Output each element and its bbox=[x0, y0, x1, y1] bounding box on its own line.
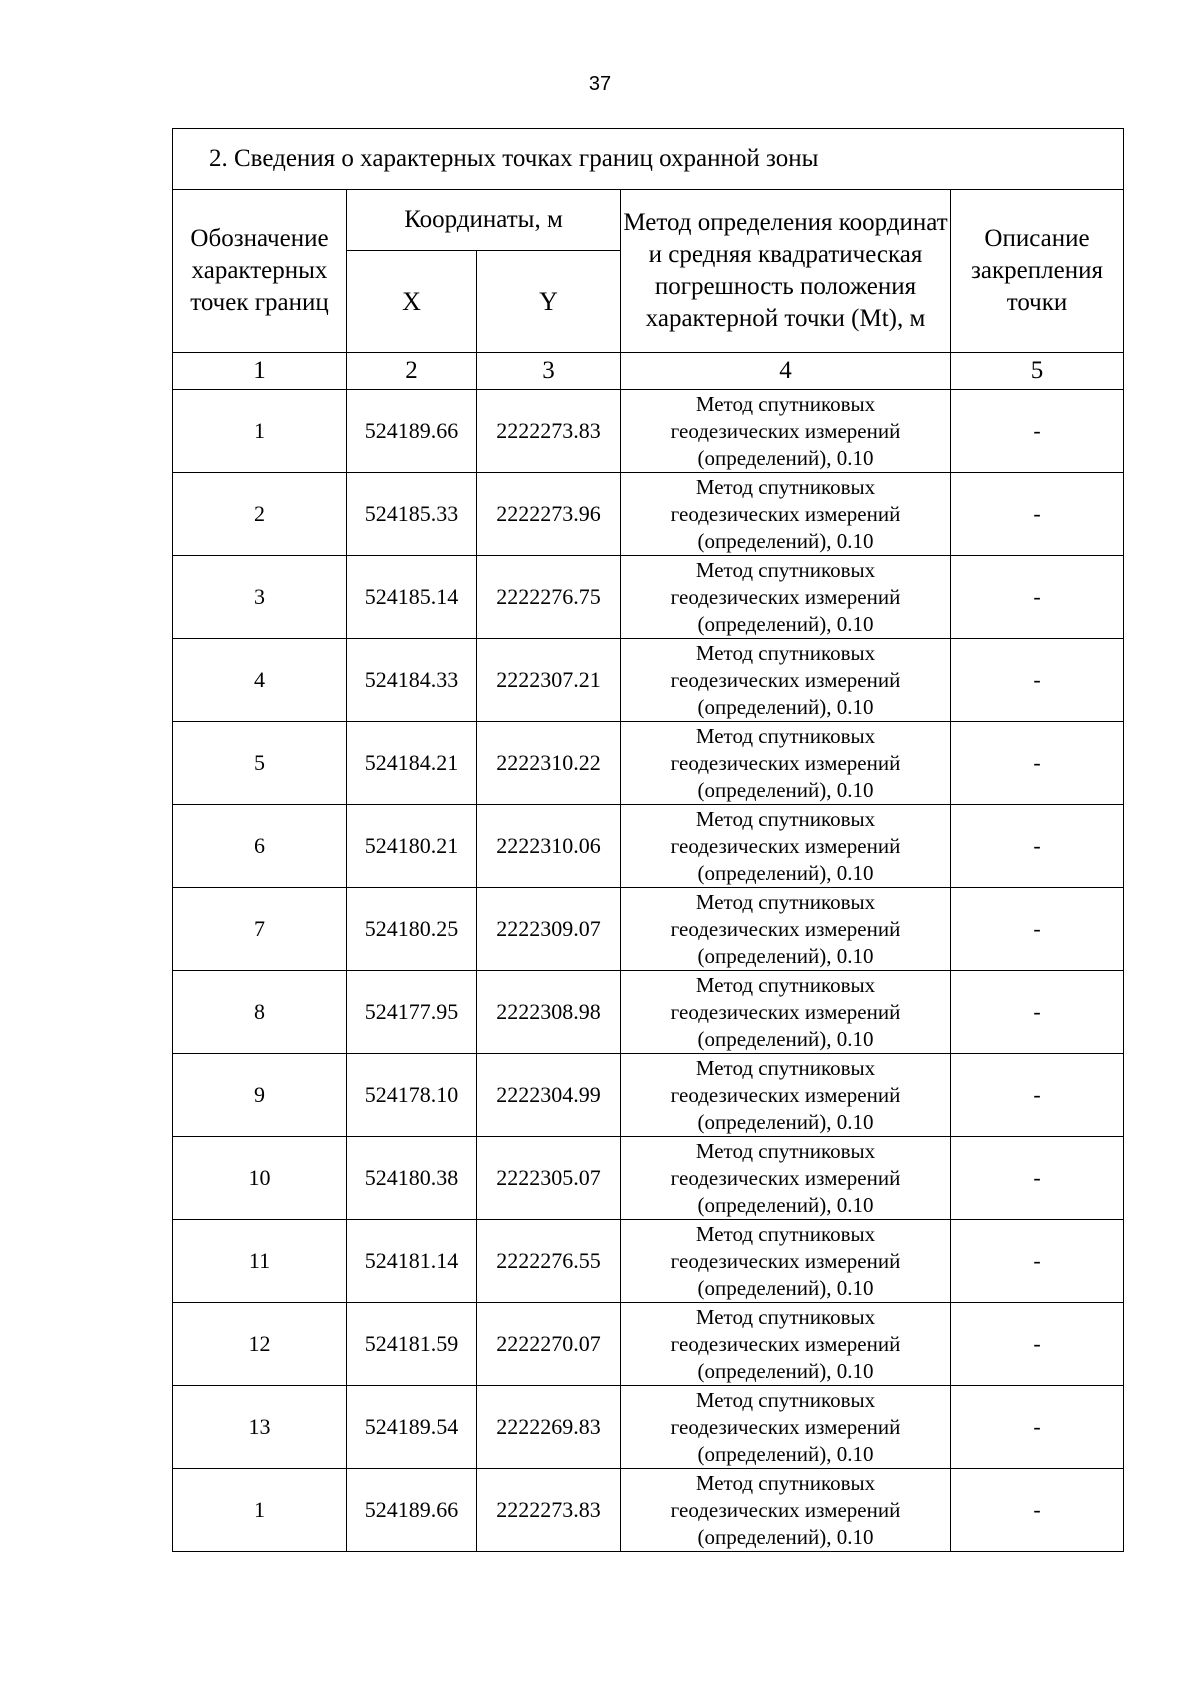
method-line: Метод спутниковых bbox=[695, 391, 876, 416]
table-row bbox=[173, 1220, 1124, 1303]
point-cell: 13 bbox=[173, 1386, 347, 1469]
table-row bbox=[173, 888, 1124, 971]
header-x: X bbox=[347, 251, 477, 353]
x-coordinate-cell: 524180.25 bbox=[347, 888, 477, 971]
method-cell bbox=[621, 1469, 951, 1552]
fixing-description-cell: - bbox=[951, 390, 1124, 473]
x-coordinate-cell: 524180.38 bbox=[347, 1137, 477, 1220]
method-line: геодезических измерений bbox=[670, 501, 901, 526]
header-row-top bbox=[173, 190, 1124, 251]
method-line: (определений), 0.10 bbox=[697, 860, 874, 885]
method-cell bbox=[621, 473, 951, 556]
column-number-row bbox=[173, 353, 1124, 390]
method-line: (определений), 0.10 bbox=[697, 1109, 874, 1134]
y-coordinate-cell: 2222308.98 bbox=[477, 971, 621, 1054]
method-line: Метод спутниковых bbox=[695, 1304, 876, 1329]
method-cell bbox=[621, 805, 951, 888]
y-coordinate-cell: 2222276.75 bbox=[477, 556, 621, 639]
y-coordinate-cell: 2222309.07 bbox=[477, 888, 621, 971]
fixing-description-cell: - bbox=[951, 473, 1124, 556]
table-row bbox=[173, 556, 1124, 639]
point-cell: 3 bbox=[173, 556, 347, 639]
point-cell: 9 bbox=[173, 1054, 347, 1137]
x-coordinate-cell: 524189.54 bbox=[347, 1386, 477, 1469]
y-coordinate-cell: 2222310.06 bbox=[477, 805, 621, 888]
method-line: (определений), 0.10 bbox=[697, 943, 874, 968]
method-cell bbox=[621, 888, 951, 971]
column-number: 3 bbox=[477, 353, 621, 390]
method-line: геодезических измерений bbox=[670, 1497, 901, 1522]
fixing-description-cell: - bbox=[951, 1220, 1124, 1303]
fixing-description-cell: - bbox=[951, 639, 1124, 722]
page-number: 37 bbox=[588, 73, 612, 95]
point-cell: 8 bbox=[173, 971, 347, 1054]
table-row bbox=[173, 1054, 1124, 1137]
fixing-description-cell: - bbox=[951, 556, 1124, 639]
method-line: Метод спутниковых bbox=[695, 557, 876, 582]
method-line: геодезических измерений bbox=[670, 1165, 901, 1190]
table-body bbox=[173, 390, 1124, 1552]
method-cell bbox=[621, 1137, 951, 1220]
x-coordinate-cell: 524185.14 bbox=[347, 556, 477, 639]
method-line: геодезических измерений bbox=[670, 833, 901, 858]
column-number: 4 bbox=[621, 353, 951, 390]
table-row bbox=[173, 1137, 1124, 1220]
y-coordinate-cell: 2222270.07 bbox=[477, 1303, 621, 1386]
method-line: Метод спутниковых bbox=[695, 1470, 876, 1495]
point-cell: 7 bbox=[173, 888, 347, 971]
method-line: геодезических измерений bbox=[670, 999, 901, 1024]
x-coordinate-cell: 524177.95 bbox=[347, 971, 477, 1054]
fixing-description-cell: - bbox=[951, 722, 1124, 805]
column-number: 2 bbox=[347, 353, 477, 390]
header-fixing-description: Описание закрепления точки bbox=[951, 190, 1124, 353]
header-method: Метод определения координат и средняя квадратическая погрешность положения характерной точки (Mt), м bbox=[621, 190, 951, 353]
header-coordinates-group: Координаты, м bbox=[347, 190, 621, 251]
method-line: (определений), 0.10 bbox=[697, 694, 874, 719]
method-line: Метод спутниковых bbox=[695, 640, 876, 665]
y-coordinate-cell: 2222310.22 bbox=[477, 722, 621, 805]
method-line: (определений), 0.10 bbox=[697, 528, 874, 553]
y-coordinate-cell: 2222276.55 bbox=[477, 1220, 621, 1303]
y-coordinate-cell: 2222307.21 bbox=[477, 639, 621, 722]
method-line: (определений), 0.10 bbox=[697, 777, 874, 802]
method-line: (определений), 0.10 bbox=[697, 611, 874, 636]
method-line: Метод спутниковых bbox=[695, 972, 876, 997]
method-cell bbox=[621, 1220, 951, 1303]
method-line: (определений), 0.10 bbox=[697, 1524, 874, 1549]
method-cell bbox=[621, 971, 951, 1054]
fixing-description-cell: - bbox=[951, 805, 1124, 888]
method-line: (определений), 0.10 bbox=[697, 1275, 874, 1300]
method-line: Метод спутниковых bbox=[695, 723, 876, 748]
method-line: Метод спутниковых bbox=[695, 889, 876, 914]
fixing-description-cell: - bbox=[951, 1054, 1124, 1137]
x-coordinate-cell: 524189.66 bbox=[347, 390, 477, 473]
method-line: (определений), 0.10 bbox=[697, 445, 874, 470]
y-coordinate-cell: 2222273.83 bbox=[477, 390, 621, 473]
fixing-description-cell: - bbox=[951, 888, 1124, 971]
point-cell: 4 bbox=[173, 639, 347, 722]
column-number: 5 bbox=[951, 353, 1124, 390]
boundary-points-table bbox=[172, 128, 1124, 1552]
x-coordinate-cell: 524180.21 bbox=[347, 805, 477, 888]
table-row bbox=[173, 805, 1124, 888]
method-line: (определений), 0.10 bbox=[697, 1026, 874, 1051]
method-line: Метод спутниковых bbox=[695, 806, 876, 831]
method-line: геодезических измерений bbox=[670, 1248, 901, 1273]
point-cell: 2 bbox=[173, 473, 347, 556]
fixing-description-cell: - bbox=[951, 1386, 1124, 1469]
method-cell bbox=[621, 556, 951, 639]
method-line: Метод спутниковых bbox=[695, 1055, 876, 1080]
method-line: (определений), 0.10 bbox=[697, 1358, 874, 1383]
table-title-row bbox=[173, 129, 1124, 190]
fixing-description-cell: - bbox=[951, 1303, 1124, 1386]
point-cell: 5 bbox=[173, 722, 347, 805]
fixing-description-cell: - bbox=[951, 1137, 1124, 1220]
table-row bbox=[173, 971, 1124, 1054]
method-cell bbox=[621, 722, 951, 805]
table-header bbox=[173, 129, 1124, 390]
method-line: Метод спутниковых bbox=[695, 1387, 876, 1412]
method-line: геодезических измерений bbox=[670, 1414, 901, 1439]
method-cell bbox=[621, 1303, 951, 1386]
table-row bbox=[173, 639, 1124, 722]
table-row bbox=[173, 1303, 1124, 1386]
fixing-description-cell: - bbox=[951, 971, 1124, 1054]
method-line: геодезических измерений bbox=[670, 667, 901, 692]
method-line: (определений), 0.10 bbox=[697, 1192, 874, 1217]
method-line: (определений), 0.10 bbox=[697, 1441, 874, 1466]
table-title: 2. Сведения о характерных точках границ охранной зоны bbox=[173, 129, 1124, 190]
y-coordinate-cell: 2222273.96 bbox=[477, 473, 621, 556]
x-coordinate-cell: 524181.59 bbox=[347, 1303, 477, 1386]
x-coordinate-cell: 524189.66 bbox=[347, 1469, 477, 1552]
y-coordinate-cell: 2222304.99 bbox=[477, 1054, 621, 1137]
x-coordinate-cell: 524184.33 bbox=[347, 639, 477, 722]
point-cell: 1 bbox=[173, 1469, 347, 1552]
method-line: геодезических измерений bbox=[670, 750, 901, 775]
y-coordinate-cell: 2222305.07 bbox=[477, 1137, 621, 1220]
point-cell: 1 bbox=[173, 390, 347, 473]
table-row bbox=[173, 722, 1124, 805]
table-row bbox=[173, 473, 1124, 556]
header-point-designation: Обозначение характерных точек границ bbox=[173, 190, 347, 353]
method-line: Метод спутниковых bbox=[695, 1138, 876, 1163]
x-coordinate-cell: 524181.14 bbox=[347, 1220, 477, 1303]
method-line: геодезических измерений bbox=[670, 1331, 901, 1356]
table-row bbox=[173, 390, 1124, 473]
x-coordinate-cell: 524184.21 bbox=[347, 722, 477, 805]
method-line: геодезических измерений bbox=[670, 1082, 901, 1107]
table-row bbox=[173, 1386, 1124, 1469]
x-coordinate-cell: 524178.10 bbox=[347, 1054, 477, 1137]
column-number: 1 bbox=[173, 353, 347, 390]
method-line: геодезических измерений bbox=[670, 584, 901, 609]
table-row bbox=[173, 1469, 1124, 1552]
method-cell bbox=[621, 1054, 951, 1137]
point-cell: 12 bbox=[173, 1303, 347, 1386]
fixing-description-cell: - bbox=[951, 1469, 1124, 1552]
point-cell: 10 bbox=[173, 1137, 347, 1220]
method-cell bbox=[621, 390, 951, 473]
method-line: геодезических измерений bbox=[670, 916, 901, 941]
point-cell: 11 bbox=[173, 1220, 347, 1303]
x-coordinate-cell: 524185.33 bbox=[347, 473, 477, 556]
method-line: геодезических измерений bbox=[670, 418, 901, 443]
y-coordinate-cell: 2222273.83 bbox=[477, 1469, 621, 1552]
method-cell bbox=[621, 639, 951, 722]
method-line: Метод спутниковых bbox=[695, 474, 876, 499]
y-coordinate-cell: 2222269.83 bbox=[477, 1386, 621, 1469]
method-line: Метод спутниковых bbox=[695, 1221, 876, 1246]
method-cell bbox=[621, 1386, 951, 1469]
point-cell: 6 bbox=[173, 805, 347, 888]
header-y: Y bbox=[477, 251, 621, 353]
